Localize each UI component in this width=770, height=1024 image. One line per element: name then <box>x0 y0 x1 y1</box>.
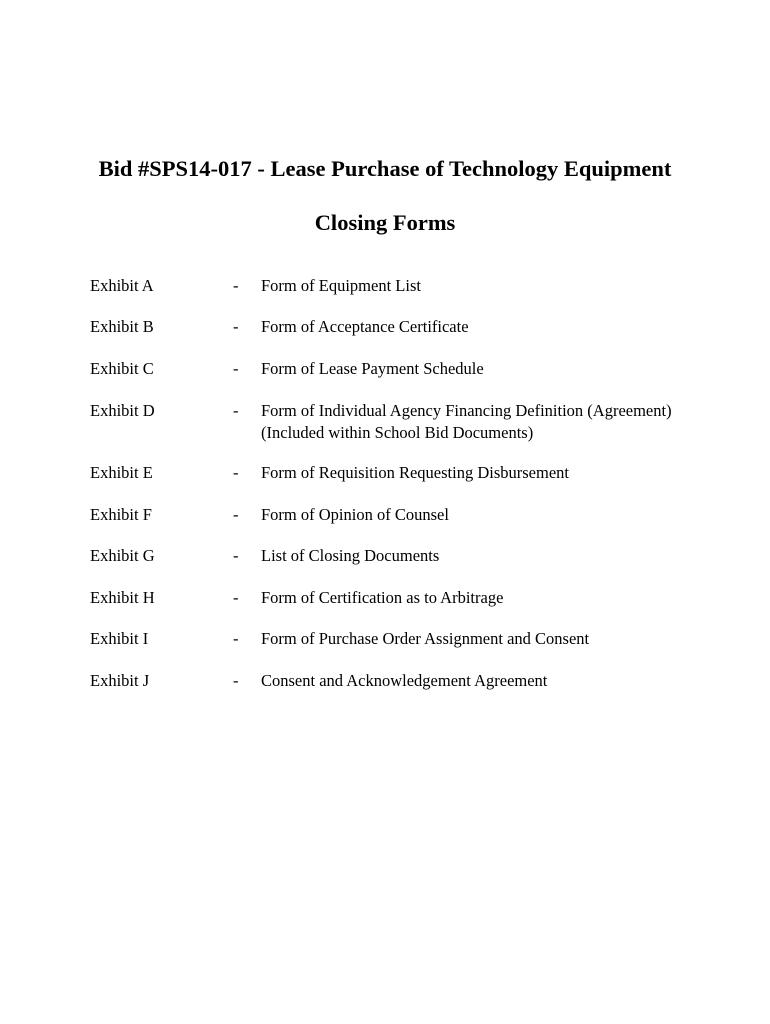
exhibit-label: Exhibit H <box>90 588 155 607</box>
exhibit-label: Exhibit E <box>90 463 153 482</box>
exhibit-label: Exhibit F <box>90 505 152 524</box>
exhibit-separator: - <box>233 317 239 336</box>
exhibit-separator: - <box>233 588 239 607</box>
exhibit-label: Exhibit C <box>90 359 154 378</box>
document-subtitle: Closing Forms <box>314 210 456 235</box>
exhibit-description-text-line2: (Included within School Bid Documents) <box>261 423 534 442</box>
exhibit-description-text: List of Closing Documents <box>261 546 440 565</box>
exhibit-separator: - <box>233 671 239 690</box>
exhibit-description-text: Form of Requisition Requesting Disbursement <box>261 463 569 482</box>
exhibit-description <box>261 504 741 526</box>
exhibit-separator: - <box>233 505 239 524</box>
exhibit-separator: - <box>233 546 239 565</box>
exhibit-description <box>261 400 741 444</box>
exhibit-description-text: Form of Opinion of Counsel <box>261 505 449 524</box>
exhibit-label: Exhibit B <box>90 317 154 336</box>
exhibit-description <box>261 587 741 609</box>
exhibit-description <box>261 545 741 567</box>
exhibit-description <box>261 628 741 650</box>
exhibit-separator: - <box>233 463 239 482</box>
exhibit-description-text: Form of Certification as to Arbitrage <box>261 588 504 607</box>
exhibit-description-text: Form of Lease Payment Schedule <box>261 359 484 378</box>
exhibit-description-text: Form of Individual Agency Financing Definition (Agreement) <box>261 401 672 420</box>
exhibit-description-text: Consent and Acknowledgement Agreement <box>261 671 548 690</box>
exhibit-description <box>261 670 741 692</box>
exhibit-description <box>261 462 741 484</box>
exhibit-label: Exhibit D <box>90 401 155 420</box>
document-title: Bid #SPS14-017 - Lease Purchase of Technology Equipment <box>98 156 672 181</box>
exhibit-separator: - <box>233 401 239 420</box>
exhibit-description-text: Form of Purchase Order Assignment and Consent <box>261 629 590 648</box>
exhibit-label: Exhibit I <box>90 629 149 648</box>
exhibit-separator: - <box>233 276 239 295</box>
exhibit-description <box>261 358 741 380</box>
exhibit-description <box>261 275 741 297</box>
exhibit-label: Exhibit G <box>90 546 155 565</box>
exhibit-description <box>261 316 741 338</box>
exhibit-label: Exhibit J <box>90 671 150 690</box>
exhibit-description-text: Form of Equipment List <box>261 276 421 295</box>
exhibit-separator: - <box>233 629 239 648</box>
exhibit-description-text: Form of Acceptance Certificate <box>261 317 469 336</box>
exhibit-label: Exhibit A <box>90 276 154 295</box>
exhibit-separator: - <box>233 359 239 378</box>
